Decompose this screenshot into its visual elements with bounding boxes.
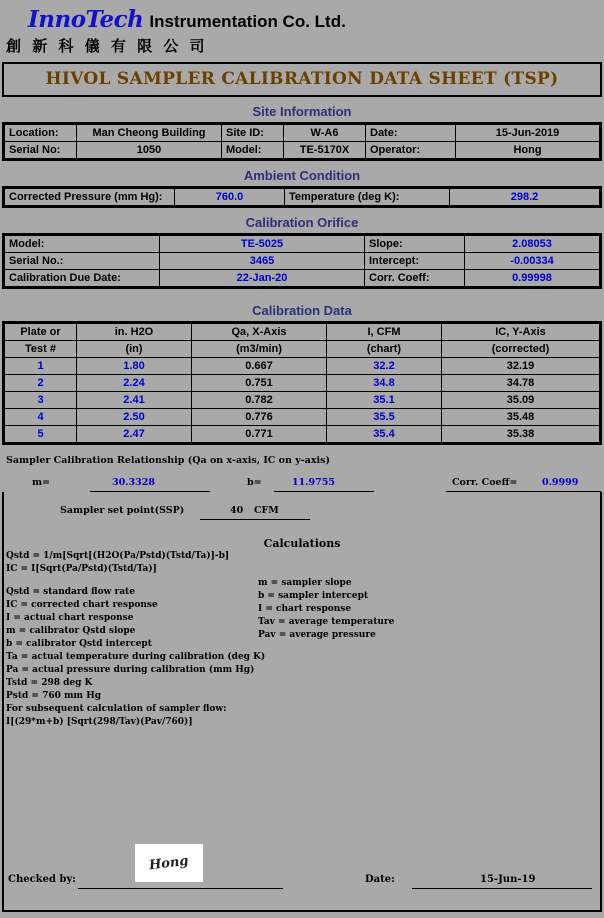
cell-test: 1 bbox=[5, 358, 77, 375]
document-title: HIVOL SAMPLER CALIBRATION DATA SHEET (TSP) bbox=[2, 62, 602, 97]
table-row bbox=[5, 409, 600, 426]
col-head-qa: Qa, X-Axis bbox=[192, 324, 327, 341]
table-header-row bbox=[5, 324, 600, 341]
cell-test: 4 bbox=[5, 409, 77, 426]
cell-qa: 0.782 bbox=[192, 392, 327, 409]
slope-m-label: m= bbox=[32, 477, 51, 488]
definition-qstd: Qstd = standard flow rate bbox=[6, 587, 135, 597]
operator-label: Operator: bbox=[366, 142, 456, 159]
table-row bbox=[5, 253, 600, 270]
temperature-label: Temperature (deg K): bbox=[285, 189, 450, 206]
site-information-block bbox=[2, 122, 602, 161]
col-unit-test: Test # bbox=[5, 341, 77, 358]
table-row bbox=[5, 125, 600, 142]
col-unit-m3min: (m3/min) bbox=[192, 341, 327, 358]
serial-value: 1050 bbox=[77, 142, 222, 159]
set-point-label: Sampler set point(SSP) bbox=[60, 505, 185, 516]
relationship-corr-underline bbox=[446, 491, 601, 492]
pressure-value: 760.0 bbox=[175, 189, 285, 206]
ambient-condition-title: Ambient Condition bbox=[243, 168, 361, 183]
slope-m-value: 30.3328 bbox=[112, 477, 155, 488]
cell-ic: 32.19 bbox=[442, 358, 600, 375]
table-row bbox=[5, 392, 600, 409]
location-label: Location: bbox=[5, 125, 77, 142]
set-point-underline bbox=[200, 519, 310, 520]
table-header-row bbox=[5, 341, 600, 358]
pressure-label: Corrected Pressure (mm Hg): bbox=[5, 189, 175, 206]
checked-by-label: Checked by: bbox=[8, 874, 76, 885]
cell-ic: 34.78 bbox=[442, 375, 600, 392]
intercept-value: -0.00334 bbox=[465, 253, 600, 270]
table-row bbox=[5, 236, 600, 253]
sampler-calibration-relationship bbox=[2, 455, 602, 535]
operator-value: Hong bbox=[456, 142, 600, 159]
page-border-right bbox=[600, 492, 602, 912]
subsequent-note: For subsequent calculation of sampler flow: bbox=[6, 704, 227, 714]
col-unit-chart: (chart) bbox=[327, 341, 442, 358]
sampler-tav-definition: Tav = average temperature bbox=[258, 617, 395, 627]
ambient-condition-block bbox=[2, 186, 602, 208]
formula-qstd: Qstd = 1/m[Sqrt[(H2O(Pa/Pstd)(Tstd/Ta)]-b] bbox=[6, 551, 230, 561]
sampler-i-definition: I = chart response bbox=[258, 604, 352, 614]
due-date-label: Calibration Due Date: bbox=[5, 270, 160, 287]
sampler-pav-definition: Pav = average pressure bbox=[258, 630, 376, 640]
page-border-bottom bbox=[2, 910, 602, 912]
relationship-corr-value: 0.9999 bbox=[542, 477, 579, 488]
definition-pstd: Pstd = 760 mm Hg bbox=[6, 691, 101, 701]
definition-ta: Ta = actual temperature during calibration (deg K) bbox=[6, 652, 266, 662]
definition-tstd: Tstd = 298 deg K bbox=[6, 678, 93, 688]
orifice-model-label: Model: bbox=[5, 236, 160, 253]
site-id-label: Site ID: bbox=[222, 125, 284, 142]
formula-ic: IC = I[Sqrt(Pa/Pstd)(Tstd/Ta)] bbox=[6, 564, 157, 574]
cell-i: 35.5 bbox=[327, 409, 442, 426]
company-name: Instrumentation Co. Ltd. bbox=[149, 12, 346, 31]
calculations-right bbox=[258, 550, 508, 642]
orifice-model-value: TE-5025 bbox=[160, 236, 365, 253]
calculations-title: Calculations bbox=[263, 537, 341, 550]
corr-coeff-value: 0.99998 bbox=[465, 270, 600, 287]
footer-date-label: Date: bbox=[365, 874, 395, 885]
cell-test: 3 bbox=[5, 392, 77, 409]
slope-m-underline bbox=[90, 491, 210, 492]
subsequent-formula: I[(29*m+b) [Sqrt(298/Tav)(Pav/760)] bbox=[6, 717, 193, 727]
date-label: Date: bbox=[366, 125, 456, 142]
table-row bbox=[5, 358, 600, 375]
model-value: TE-5170X bbox=[284, 142, 366, 159]
cell-inh2o: 2.24 bbox=[77, 375, 192, 392]
calibration-data-title: Calibration Data bbox=[252, 303, 352, 318]
site-information-title: Site Information bbox=[252, 104, 352, 119]
orifice-serial-label: Serial No.: bbox=[5, 253, 160, 270]
checked-by-underline bbox=[78, 888, 283, 889]
signature-row bbox=[0, 853, 604, 896]
date-value: 15-Jun-2019 bbox=[456, 125, 600, 142]
calibration-orifice-block bbox=[2, 233, 602, 289]
signature-image bbox=[135, 844, 203, 882]
location-value: Man Cheong Building bbox=[77, 125, 222, 142]
col-head-ic: IC, Y-Axis bbox=[442, 324, 600, 341]
cell-qa: 0.771 bbox=[192, 426, 327, 443]
definition-b: b = calibrator Qstd intercept bbox=[6, 639, 152, 649]
intercept-label: Intercept: bbox=[365, 253, 465, 270]
col-head-plate: Plate or bbox=[5, 324, 77, 341]
cell-inh2o: 1.80 bbox=[77, 358, 192, 375]
cell-qa: 0.667 bbox=[192, 358, 327, 375]
innotech-logo: InnoTech bbox=[28, 6, 144, 33]
orifice-serial-value: 3465 bbox=[160, 253, 365, 270]
cell-ic: 35.48 bbox=[442, 409, 600, 426]
calibration-orifice-title: Calibration Orifice bbox=[245, 215, 359, 230]
intercept-b-underline bbox=[274, 491, 374, 492]
table-row bbox=[5, 270, 600, 287]
slope-label: Slope: bbox=[365, 236, 465, 253]
model-label: Model: bbox=[222, 142, 284, 159]
cell-inh2o: 2.50 bbox=[77, 409, 192, 426]
cell-ic: 35.38 bbox=[442, 426, 600, 443]
company-name-chinese: 創 新 科 儀 有 限 公 司 bbox=[6, 37, 208, 55]
definition-pa: Pa = actual pressure during calibration (mm Hg) bbox=[6, 665, 255, 675]
table-row bbox=[5, 426, 600, 443]
page-border-left bbox=[2, 492, 4, 912]
col-unit-corrected: (corrected) bbox=[442, 341, 600, 358]
intercept-b-value: 11.9755 bbox=[292, 477, 335, 488]
definition-m: m = calibrator Qstd slope bbox=[6, 626, 136, 636]
intercept-b-label: b= bbox=[247, 477, 262, 488]
cell-i: 35.4 bbox=[327, 426, 442, 443]
cell-qa: 0.776 bbox=[192, 409, 327, 426]
cell-inh2o: 2.47 bbox=[77, 426, 192, 443]
col-head-inh2o: in. H2O bbox=[77, 324, 192, 341]
sampler-b-definition: b = sampler intercept bbox=[258, 591, 369, 601]
due-date-value: 22-Jan-20 bbox=[160, 270, 365, 287]
table-row bbox=[5, 142, 600, 159]
cell-i: 32.2 bbox=[327, 358, 442, 375]
cell-test: 5 bbox=[5, 426, 77, 443]
calibration-data-block bbox=[2, 321, 602, 445]
definition-ic: IC = corrected chart response bbox=[6, 600, 158, 610]
cell-test: 2 bbox=[5, 375, 77, 392]
relationship-caption: Sampler Calibration Relationship (Qa on x-axis, IC on y-axis) bbox=[6, 455, 330, 466]
cell-i: 35.1 bbox=[327, 392, 442, 409]
cell-i: 34.8 bbox=[327, 375, 442, 392]
cell-qa: 0.751 bbox=[192, 375, 327, 392]
definition-i: I = actual chart response bbox=[6, 613, 134, 623]
table-row bbox=[5, 189, 600, 206]
serial-label: Serial No: bbox=[5, 142, 77, 159]
calculations-block bbox=[0, 550, 604, 807]
signature-text: Hong bbox=[148, 853, 190, 873]
temperature-value: 298.2 bbox=[450, 189, 600, 206]
set-point-unit: CFM bbox=[254, 505, 279, 516]
cell-ic: 35.09 bbox=[442, 392, 600, 409]
set-point-value: 40 bbox=[230, 505, 244, 516]
slope-value: 2.08053 bbox=[465, 236, 600, 253]
col-head-i: I, CFM bbox=[327, 324, 442, 341]
relationship-corr-label: Corr. Coeff= bbox=[452, 477, 518, 488]
sampler-m-definition: m = sampler slope bbox=[258, 578, 352, 588]
cell-inh2o: 2.41 bbox=[77, 392, 192, 409]
table-row bbox=[5, 375, 600, 392]
company-header bbox=[0, 0, 604, 33]
corr-coeff-label: Corr. Coeff: bbox=[365, 270, 465, 287]
footer-date-underline bbox=[412, 888, 592, 889]
site-id-value: W-A6 bbox=[284, 125, 366, 142]
footer-date-value: 15-Jun-19 bbox=[480, 874, 536, 885]
col-unit-in: (in) bbox=[77, 341, 192, 358]
